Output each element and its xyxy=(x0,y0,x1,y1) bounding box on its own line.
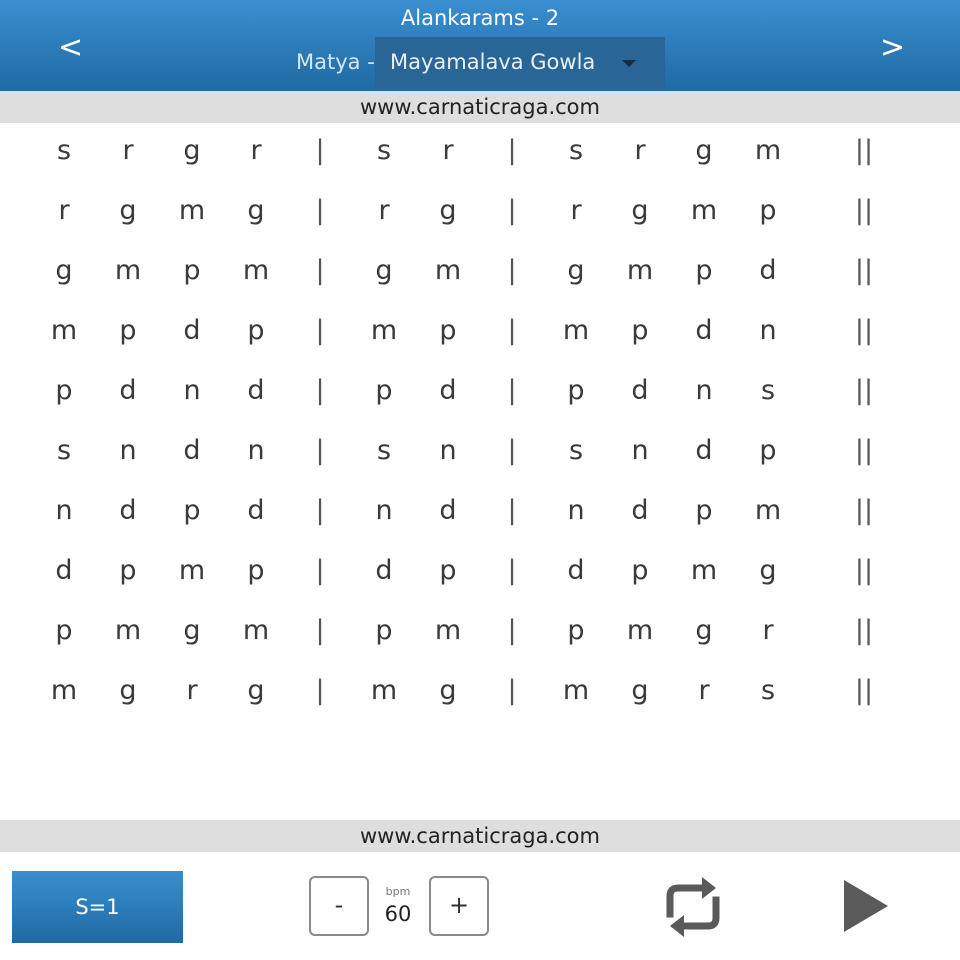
double-bar-line: || xyxy=(854,375,874,406)
swara-note: m xyxy=(562,675,590,706)
swara-note: g xyxy=(183,615,201,646)
swara-note: m xyxy=(370,675,398,706)
swara-note: m xyxy=(434,615,462,646)
swara-note: m xyxy=(626,615,654,646)
swara-note: n xyxy=(183,375,201,406)
swara-note: p xyxy=(119,315,137,346)
swara-note: s xyxy=(568,435,584,466)
swara-note: n xyxy=(375,495,393,526)
swara-note: p xyxy=(119,555,137,586)
double-bar-line: || xyxy=(854,255,874,286)
swara-note: d xyxy=(567,555,585,586)
swara-note: p xyxy=(695,255,713,286)
bar-line: | xyxy=(507,555,517,586)
swara-note: p xyxy=(247,315,265,346)
swara-note: m xyxy=(114,255,142,286)
swara-note: d xyxy=(439,375,457,406)
swara-note: d xyxy=(247,375,265,406)
double-bar-line: || xyxy=(854,615,874,646)
bar-line: | xyxy=(507,135,517,166)
double-bar-line: || xyxy=(854,315,874,346)
previous-arrow-button[interactable]: < xyxy=(58,30,84,65)
bar-line: | xyxy=(315,135,325,166)
swara-note: p xyxy=(183,495,201,526)
swara-note: s xyxy=(56,135,72,166)
swara-note: s xyxy=(760,675,776,706)
bar-line: | xyxy=(507,495,517,526)
swara-note: d xyxy=(55,555,73,586)
swara-note: m xyxy=(50,315,78,346)
swara-note: g xyxy=(759,555,777,586)
bar-line: | xyxy=(507,195,517,226)
swara-note: r xyxy=(186,675,198,706)
swara-note: n xyxy=(631,435,649,466)
double-bar-line: || xyxy=(854,135,874,166)
swara-note: m xyxy=(690,195,718,226)
swara-note: d xyxy=(695,315,713,346)
tala-label: Matya - xyxy=(296,50,375,74)
swara-note: g xyxy=(247,675,265,706)
swara-note: g xyxy=(439,195,457,226)
notation-row xyxy=(0,244,960,304)
swara-note: d xyxy=(183,315,201,346)
bar-line: | xyxy=(507,255,517,286)
website-banner-top: www.carnaticraga.com xyxy=(0,91,960,123)
swara-note: p xyxy=(375,615,393,646)
bar-line: | xyxy=(315,435,325,466)
swara-note: g xyxy=(247,195,265,226)
bar-line: | xyxy=(315,195,325,226)
swara-note: p xyxy=(631,555,649,586)
swara-note: m xyxy=(114,615,142,646)
swara-note: m xyxy=(754,495,782,526)
swara-note: m xyxy=(178,555,206,586)
raga-dropdown[interactable] xyxy=(375,37,665,89)
swara-note: n xyxy=(759,315,777,346)
swara-note: d xyxy=(631,495,649,526)
swara-note: s xyxy=(760,375,776,406)
swara-note: p xyxy=(439,315,457,346)
swara-note: p xyxy=(759,195,777,226)
swara-note: r xyxy=(378,195,390,226)
notation-row xyxy=(0,484,960,544)
bpm-label: bpm xyxy=(385,885,411,898)
bar-line: | xyxy=(507,435,517,466)
notation-row xyxy=(0,544,960,604)
bar-line: | xyxy=(507,675,517,706)
swara-note: p xyxy=(247,555,265,586)
swara-note: r xyxy=(762,615,774,646)
swara-note: s xyxy=(376,435,392,466)
swara-note: d xyxy=(695,435,713,466)
page-title: Alankarams - 2 xyxy=(400,6,560,30)
double-bar-line: || xyxy=(854,495,874,526)
swara-note: g xyxy=(695,135,713,166)
swara-note: n xyxy=(55,495,73,526)
swara-note: d xyxy=(183,435,201,466)
swara-note: g xyxy=(55,255,73,286)
app-header xyxy=(0,0,960,91)
swara-note: n xyxy=(567,495,585,526)
swara-note: d xyxy=(119,375,137,406)
swara-note: g xyxy=(119,675,137,706)
swara-note: g xyxy=(439,675,457,706)
notation-grid xyxy=(0,124,960,724)
swara-note: m xyxy=(690,555,718,586)
swara-note: r xyxy=(698,675,710,706)
swara-note: r xyxy=(250,135,262,166)
swara-note: m xyxy=(242,615,270,646)
swara-note: p xyxy=(759,435,777,466)
swara-note: m xyxy=(434,255,462,286)
bar-line: | xyxy=(315,315,325,346)
bar-line: | xyxy=(507,315,517,346)
player-controls xyxy=(0,852,960,960)
swara-note: d xyxy=(375,555,393,586)
notation-row xyxy=(0,124,960,184)
notation-row xyxy=(0,364,960,424)
double-bar-line: || xyxy=(854,675,874,706)
swara-note: g xyxy=(631,675,649,706)
swara-note: d xyxy=(759,255,777,286)
swara-note: r xyxy=(570,195,582,226)
swara-note: g xyxy=(567,255,585,286)
swara-note: n xyxy=(439,435,457,466)
swara-note: m xyxy=(178,195,206,226)
swara-note: s xyxy=(568,135,584,166)
swara-note: r xyxy=(634,135,646,166)
bar-line: | xyxy=(315,495,325,526)
bar-line: | xyxy=(315,375,325,406)
swara-note: m xyxy=(754,135,782,166)
bar-line: | xyxy=(315,555,325,586)
sruthi-button[interactable]: S=1 xyxy=(12,871,183,943)
play-icon[interactable] xyxy=(842,878,890,934)
bpm-value: 60 xyxy=(384,902,412,926)
next-arrow-button[interactable]: > xyxy=(880,30,906,65)
swara-note: g xyxy=(695,615,713,646)
double-bar-line: || xyxy=(854,435,874,466)
swara-note: r xyxy=(58,195,70,226)
notation-row xyxy=(0,424,960,484)
swara-note: m xyxy=(562,315,590,346)
swara-note: m xyxy=(626,255,654,286)
swara-note: d xyxy=(439,495,457,526)
double-bar-line: || xyxy=(854,195,874,226)
swara-note: p xyxy=(55,615,73,646)
swara-note: p xyxy=(631,315,649,346)
swara-note: g xyxy=(183,135,201,166)
bpm-decrease-button[interactable]: - xyxy=(309,876,369,936)
swara-note: m xyxy=(370,315,398,346)
swara-note: p xyxy=(567,375,585,406)
notation-row xyxy=(0,184,960,244)
bar-line: | xyxy=(507,375,517,406)
swara-note: n xyxy=(119,435,137,466)
swara-note: s xyxy=(376,135,392,166)
swara-note: d xyxy=(631,375,649,406)
notation-row xyxy=(0,304,960,364)
swara-note: m xyxy=(50,675,78,706)
swara-note: r xyxy=(442,135,454,166)
swara-note: d xyxy=(247,495,265,526)
bar-line: | xyxy=(315,675,325,706)
swara-note: r xyxy=(122,135,134,166)
swara-note: d xyxy=(119,495,137,526)
double-bar-line: || xyxy=(854,555,874,586)
notation-row xyxy=(0,604,960,664)
bar-line: | xyxy=(315,615,325,646)
swara-note: n xyxy=(695,375,713,406)
swara-note: g xyxy=(631,195,649,226)
repeat-icon[interactable] xyxy=(660,876,726,938)
swara-note: s xyxy=(56,435,72,466)
bar-line: | xyxy=(315,255,325,286)
swara-note: p xyxy=(55,375,73,406)
swara-note: p xyxy=(695,495,713,526)
swara-note: p xyxy=(375,375,393,406)
swara-note: p xyxy=(439,555,457,586)
chevron-down-icon xyxy=(622,60,636,67)
website-banner-bottom: www.carnaticraga.com xyxy=(0,820,960,852)
swara-note: n xyxy=(247,435,265,466)
swara-note: p xyxy=(183,255,201,286)
bar-line: | xyxy=(507,615,517,646)
swara-note: p xyxy=(567,615,585,646)
swara-note: g xyxy=(119,195,137,226)
swara-note: g xyxy=(375,255,393,286)
bpm-increase-button[interactable]: + xyxy=(429,876,489,936)
raga-selected-value: Mayamalava Gowla xyxy=(390,50,596,74)
swara-note: m xyxy=(242,255,270,286)
notation-row xyxy=(0,664,960,724)
